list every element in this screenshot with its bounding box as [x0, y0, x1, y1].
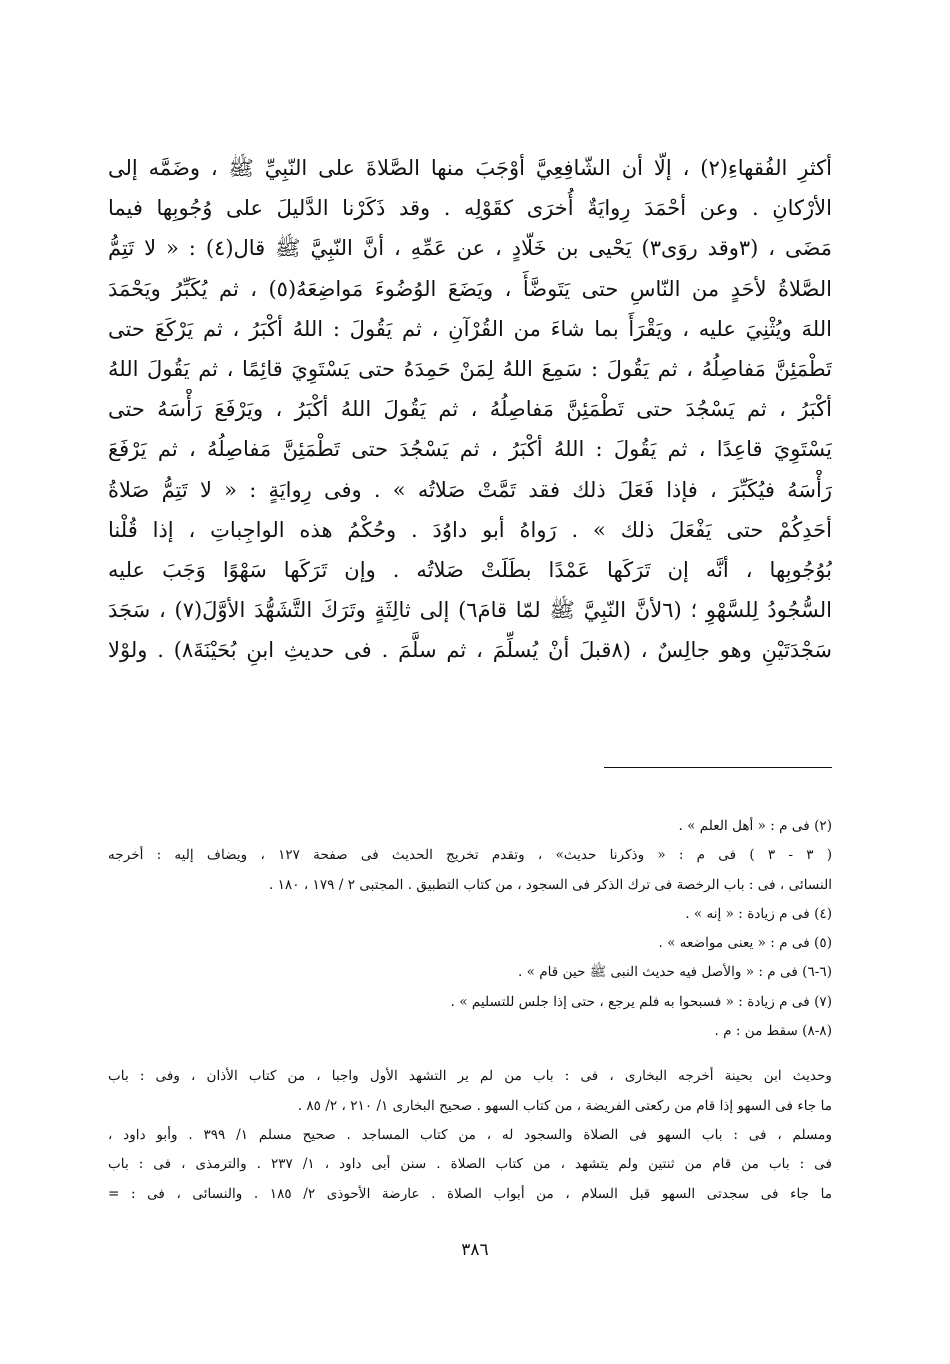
footnote-line: (٤) فى م زيادة : « إنه » . — [685, 905, 832, 922]
main-text-line: رَأْسَهُ فيُكَبِّرَ ، فإذا فَعَلَ ذلك فقد تَمَّتْ صَلاتُه » . وفى رِوايَةٍ : « لا تَتِمُّ صَلاةُ — [108, 477, 832, 502]
footnotes-section — [108, 812, 832, 1209]
main-text-line: يَسْتَوِيَ قاعِدًا ، ثم يَقُولَ : اللهُ أكْبَرُ ، ثم يَسْجُدَ حتى تَطْمَئِنَّ مَفاصِلُهُ ، ثم يَرْفَعَ — [108, 437, 832, 462]
footnote-line: ما جاء فى سجدتى السهو قبل السلام ، من أبواب الصلاة . عارضة الأحوذى ٢/ ١٨٥ . والنسائى ، فى : = — [108, 1185, 832, 1202]
footnote-line: (٨-٨) سقط من : م . — [714, 1023, 832, 1040]
footnote-line: ومسلم ، فى : باب السهو فى الصلاة والسجود له ، من كتاب المساجد . صحيح مسلم ١/ ٣٩٩ . وأبو داود ، — [108, 1126, 832, 1143]
footnote-line: فى : باب من قام من ثنتين ولم يتشهد ، من كتاب الصلاة . سنن أبى داود ، ١/ ٢٣٧ . والترمذى ، فى : باب — [108, 1156, 832, 1173]
main-text-line: مَضَى ، (٣وقد روَى٣) يَحْيى بن خَلّادٍ ، عن عَمِّهِ ، أنَّ النّبِيَّ ﷺ قال(٤) : « لا تَتِمُّ — [108, 236, 832, 261]
main-text-line: أحَدِكُمْ حتى يَفْعَلَ ذلك » . رَواهُ أبو داوُدَ . وحُكْمُ هذه الواجِباتِ ، إذا قُلْنا — [108, 517, 832, 542]
main-text-body — [108, 148, 832, 670]
main-text-line: السُّجُودُ لِلسَّهْوِ ؛ (٦لأنَّ النّبِيَّ ﷺ لمّا قامَ٦) إلى ثالِثَةٍ وتَرَكَ التَّشَهُّدَ الأوَّلَ(٧) ، سَجَدَ — [108, 598, 832, 623]
main-text-line: تَطْمَئِنَّ مَفاصِلُهُ ، ثم يَقُولَ : سَمِعَ اللهُ لِمَنْ حَمِدَهُ حتى يَسْتَوِيَ قائِمًا ، ثم يَقُولَ اللهُ — [108, 356, 832, 381]
footnote-line: (٢) فى م : « أهل العلم » . — [678, 818, 832, 834]
main-text-line: اللهَ ويُثْنِيَ عليه ، ويَقْرَأَ بما شاءَ من القُرْآنِ ، ثم يَقُولَ : اللهُ أكْبَرُ ، ثم يَرْكَعَ حتى — [108, 316, 832, 341]
main-text-line: أكثرِ الفُقهاءِ(٢) ، إلّا أن الشّافِعِيَّ أوْجَبَ منها الصَّلاةَ على النّبِيِّ ﷺ ، وضَمَّه إلى — [108, 156, 832, 180]
page-number: ٣٨٦ — [461, 1240, 489, 1260]
main-text-line: بُوُجُوبِها ، أنَّه إن تَرَكَها عَمْدًا بطَلَتْ صَلاتُه . وإن تَرَكَها سَهْوًا وَجَبَ عليه — [108, 557, 832, 582]
main-text-line: سَجْدَتَيْنِ وهو جالِسٌ ، (٨قبلَ أنْ يُسلِّمَ ، ثم سلَّمَ . فى حديثِ ابنِ بُحَيْنَةَ٨) . ولوْلا — [108, 638, 832, 663]
footnote-line: وحديث ابن بحينة أخرجه البخارى ، فى : باب من لم ير التشهد الأول واجبا ، من كتاب الأذان ، وفى : باب — [108, 1068, 832, 1085]
main-text-line: الصَّلاةُ لأحَدٍ من النّاسِ حتى يَتَوضَّأَ ، ويَضَعَ الوُضُوءَ مَواضِعَهُ(٥) ، ثم يُكَبِّرُ ويَحْمَدَ — [108, 276, 832, 301]
footnote-separator — [604, 767, 832, 768]
main-text-line: أكْبَرُ ، ثم يَسْجُدَ حتى تَطْمَئِنَّ مَفاصِلُهُ ، ثم يَقُولَ اللهُ أكْبَرُ ، ويَرْفَعَ رَأْسَهُ حتى — [108, 397, 832, 422]
footnote-line: (٧) فى م زيادة : « فسبحوا به فلم يرجع ، حتى إذا جلس للتسليم » . — [450, 993, 832, 1010]
main-text-line: الأرْكانِ . وعن أحْمَدَ رِوايَةٌ أُخرَى كقَوْلِه . وقد ذَكَرْنا الدَّليلَ على وُجُوبِها فيما — [108, 196, 832, 221]
footnote-line: ( ٣ - ٣ ) فى م : « وذكرنا حديث» ، وتقدم تخريج الحديث فى صفحة ١٢٧ ، ويضاف إليه : أخرجه — [108, 847, 832, 864]
footnote-gap — [108, 1046, 832, 1062]
footnote-line: (٦-٦) فى م : « والأصل فيه حديث النبى ﷺ حين قام » . — [517, 964, 832, 981]
footnote-line: ما جاء فى السهو إذا قام من ركعتى الفريضة ، من كتاب السهو . صحيح البخارى ١/ ٢١٠ ، ٢/ ٨٥ . — [297, 1097, 832, 1114]
footnote-line: (٥) فى م : « يعنى مواضعه » . — [658, 935, 832, 952]
footnote-line: النسائى ، فى : باب الرخصة فى ترك الذكر فى السجود ، من كتاب التطبيق . المجتبى ٢ / ١٧٩ ، ١٨٠ . — [268, 876, 832, 893]
